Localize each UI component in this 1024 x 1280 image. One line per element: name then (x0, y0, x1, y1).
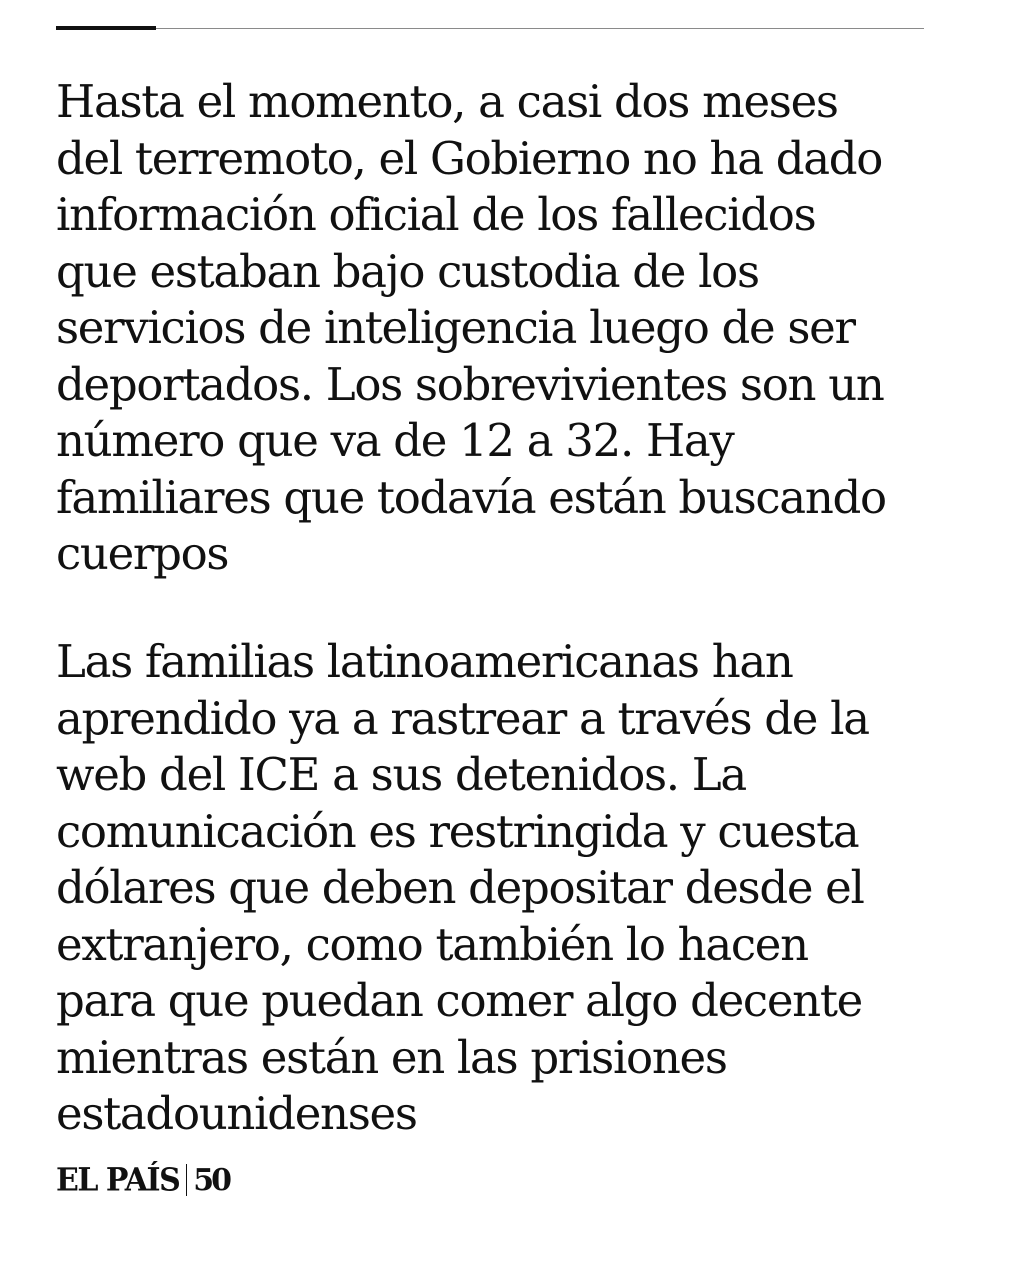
quote-line: estadounidenses (56, 1087, 417, 1140)
quote-line: familiares que todavía están buscando (56, 470, 886, 524)
quote-line: web del ICE a sus detenidos. La (56, 748, 746, 801)
quote-line: que estaban bajo custodia de los (56, 244, 759, 298)
logo-anniversary: 50 (193, 1162, 230, 1198)
quote-line: deportados. Los sobrevivientes son un (56, 357, 884, 411)
quote-line: del terremoto, el Gobierno no ha dado (56, 131, 883, 185)
logo-divider (186, 1164, 187, 1196)
quote-line: aprendido ya a rastrear a través de la (56, 691, 869, 745)
quote-line: mientras están en las prisiones (56, 1030, 727, 1084)
top-rule (56, 28, 924, 29)
quote-line: dólares que deben depositar desde el (56, 861, 864, 914)
pull-quote-1 (56, 74, 976, 583)
quote-line: Hasta el momento, a casi dos meses (56, 75, 838, 128)
quote-line: para que puedan comer algo decente (56, 974, 862, 1027)
quote-line: Las familias latinoamericanas han (56, 635, 793, 688)
quote-line: información oficial de los fallecidos (56, 188, 816, 241)
quote-line: número que va de 12 a 32. Hay (56, 414, 734, 467)
pull-quote-2 (56, 634, 976, 1143)
top-rule-accent (56, 26, 156, 30)
quote-line: cuerpos (56, 527, 229, 580)
el-pais-logo (56, 1160, 229, 1200)
quote-line: comunicación es restringida y cuesta (56, 804, 859, 858)
quote-line: servicios de inteligencia luego de ser (56, 301, 855, 354)
logo-brand: EL PAÍS (56, 1161, 180, 1199)
quote-line: extranjero, como también lo hacen (56, 917, 808, 971)
